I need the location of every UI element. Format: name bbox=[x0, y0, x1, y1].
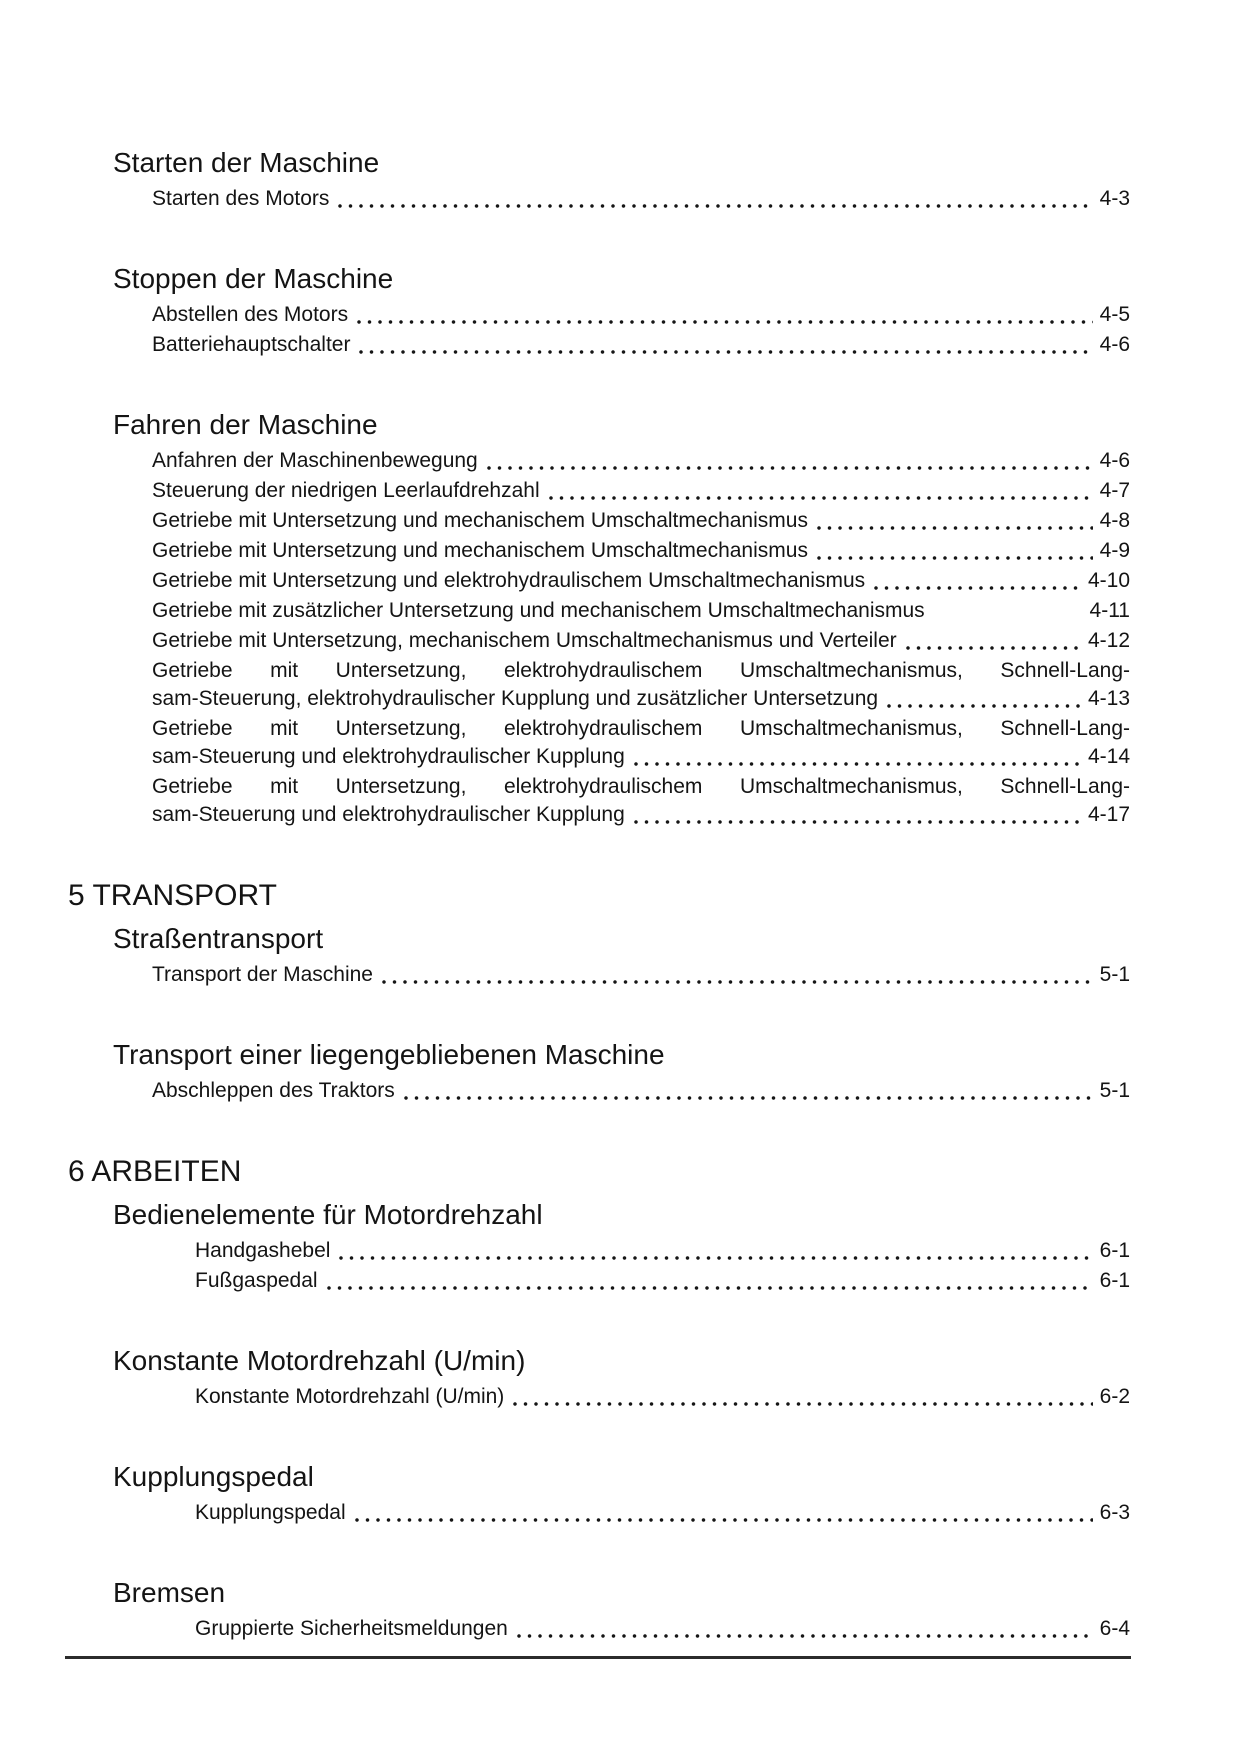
section-entries bbox=[195, 1383, 1130, 1411]
entry-text: Fußgaspedal bbox=[195, 1269, 318, 1292]
section-heading: Fahren der Maschine bbox=[113, 409, 378, 440]
dot-leader bbox=[339, 1256, 1092, 1260]
page-number: 4-14 bbox=[1087, 745, 1130, 768]
page-number: 4-13 bbox=[1087, 687, 1130, 710]
toc-entry-row bbox=[152, 743, 1130, 771]
section-block bbox=[68, 1197, 1130, 1295]
entry-text: Anfahren der Maschinenbewegung bbox=[152, 449, 478, 472]
entry-text-line1: Getriebe mit Untersetzung, elektrohydraulischem Umschaltmechanismus, Schnell-Lang- bbox=[152, 717, 1130, 740]
toc-entry-row bbox=[195, 1615, 1130, 1643]
dot-leader bbox=[404, 1096, 1093, 1100]
section-heading: Bedienelemente für Motordrehzahl bbox=[113, 1199, 543, 1230]
dot-leader bbox=[517, 1634, 1093, 1638]
toc-entry-row bbox=[152, 185, 1130, 213]
toc-entry bbox=[195, 1383, 1130, 1411]
toc-entry-row bbox=[152, 537, 1130, 565]
page-number: 4-8 bbox=[1099, 509, 1130, 532]
entry-text-line2: sam-Steuerung, elektrohydraulischer Kupplung und zusätzlicher Untersetzung bbox=[152, 687, 879, 710]
section-heading: Stoppen der Maschine bbox=[113, 263, 394, 294]
dot-leader bbox=[359, 350, 1092, 354]
section-block bbox=[68, 1575, 1130, 1643]
section-heading: Straßentransport bbox=[113, 923, 324, 954]
page-number: 6-2 bbox=[1099, 1385, 1130, 1408]
entry-text: Steuerung der niedrigen Leerlaufdrehzahl bbox=[152, 479, 540, 502]
toc-entry bbox=[152, 715, 1130, 771]
toc-entry-row bbox=[152, 627, 1130, 655]
toc-entry bbox=[195, 1615, 1130, 1643]
entry-text-line2: sam-Steuerung und elektrohydraulischer Kupplung bbox=[152, 803, 625, 826]
section-heading: Konstante Motordrehzahl (U/min) bbox=[113, 1345, 526, 1376]
toc-entry-row bbox=[152, 961, 1130, 989]
page-number: 4-5 bbox=[1099, 303, 1130, 326]
dot-leader bbox=[382, 980, 1093, 984]
entry-text: Batteriehauptschalter bbox=[152, 333, 351, 356]
toc-entry-row bbox=[195, 1499, 1130, 1527]
dot-leader bbox=[355, 1518, 1093, 1522]
toc-entry-row bbox=[152, 447, 1130, 475]
section-block bbox=[68, 1459, 1130, 1527]
dot-leader bbox=[549, 496, 1093, 500]
toc-entry-row bbox=[195, 1237, 1130, 1265]
page-number: 6-1 bbox=[1099, 1269, 1130, 1292]
toc-entry bbox=[152, 773, 1130, 829]
toc-entry bbox=[195, 1267, 1130, 1295]
toc-entry bbox=[152, 1077, 1130, 1105]
toc-entry-row bbox=[152, 597, 1130, 625]
dot-leader bbox=[874, 586, 1081, 590]
dot-leader bbox=[327, 1286, 1093, 1290]
chapter-block bbox=[68, 877, 1130, 915]
page-number: 4-10 bbox=[1087, 569, 1130, 592]
toc-entry-row bbox=[195, 1267, 1130, 1295]
section-heading: Starten der Maschine bbox=[113, 147, 380, 178]
toc-entry-row bbox=[152, 331, 1130, 359]
entry-text: Abschleppen des Traktors bbox=[152, 1079, 395, 1102]
toc-entry bbox=[152, 567, 1130, 595]
dot-leader bbox=[634, 820, 1081, 824]
chapter-block bbox=[68, 1153, 1130, 1191]
chapter-heading: 6 ARBEITEN bbox=[68, 1155, 242, 1188]
section-entries bbox=[195, 1615, 1130, 1643]
toc-entry bbox=[152, 477, 1130, 505]
section-entries bbox=[152, 301, 1130, 359]
toc-entry bbox=[152, 507, 1130, 535]
entry-text: Gruppierte Sicherheitsmeldungen bbox=[195, 1617, 508, 1640]
entry-text-line1: Getriebe mit Untersetzung, elektrohydraulischem Umschaltmechanismus, Schnell-Lang- bbox=[152, 775, 1130, 798]
toc-entry bbox=[152, 185, 1130, 213]
entry-text: Starten des Motors bbox=[152, 187, 330, 210]
page-number: 4-12 bbox=[1087, 629, 1130, 652]
section-block bbox=[68, 1343, 1130, 1411]
section-block bbox=[68, 407, 1130, 829]
page-number: 4-17 bbox=[1087, 803, 1130, 826]
toc-entry-row bbox=[195, 1383, 1130, 1411]
section-entries bbox=[152, 185, 1130, 213]
section-entries bbox=[152, 1077, 1130, 1105]
section-block bbox=[68, 145, 1130, 213]
section-entries bbox=[152, 961, 1130, 989]
entry-text: Getriebe mit Untersetzung und mechanischem Umschaltmechanismus bbox=[152, 509, 808, 532]
dot-leader bbox=[634, 762, 1081, 766]
section-block bbox=[68, 921, 1130, 989]
dot-leader bbox=[338, 204, 1092, 208]
page-number: 4-11 bbox=[1089, 599, 1130, 622]
dot-leader bbox=[817, 526, 1093, 530]
toc-entry-row bbox=[152, 477, 1130, 505]
dot-leader bbox=[357, 320, 1093, 324]
entry-text: Getriebe mit zusätzlicher Untersetzung und mechanischem Umschaltmechanismus bbox=[152, 599, 925, 622]
toc-entry bbox=[152, 657, 1130, 713]
toc-entry bbox=[152, 447, 1130, 475]
toc-entry-row bbox=[152, 301, 1130, 329]
page-number: 4-9 bbox=[1099, 539, 1130, 562]
entry-text: Konstante Motordrehzahl (U/min) bbox=[195, 1385, 505, 1408]
entry-text: Transport der Maschine bbox=[152, 963, 373, 986]
footer-rule bbox=[65, 1656, 1131, 1659]
section-block bbox=[68, 261, 1130, 359]
entry-text: Kupplungspedal bbox=[195, 1501, 346, 1524]
dot-leader bbox=[887, 704, 1081, 708]
dot-leader bbox=[487, 466, 1093, 470]
toc-entry bbox=[152, 627, 1130, 655]
section-heading: Bremsen bbox=[113, 1577, 226, 1608]
dot-leader bbox=[513, 1402, 1092, 1406]
page-number: 5-1 bbox=[1099, 1079, 1130, 1102]
section-entries bbox=[195, 1499, 1130, 1527]
dot-leader bbox=[906, 646, 1081, 650]
page-number: 5-1 bbox=[1099, 963, 1130, 986]
entry-text-line2: sam-Steuerung und elektrohydraulischer Kupplung bbox=[152, 745, 625, 768]
entry-text: Getriebe mit Untersetzung und mechanischem Umschaltmechanismus bbox=[152, 539, 808, 562]
toc-entry bbox=[152, 961, 1130, 989]
section-heading: Kupplungspedal bbox=[113, 1461, 314, 1492]
page-number: 4-6 bbox=[1099, 449, 1130, 472]
section-entries bbox=[195, 1237, 1130, 1295]
toc-content bbox=[68, 145, 1130, 1691]
toc-entry-row bbox=[152, 1077, 1130, 1105]
page-number: 6-4 bbox=[1099, 1617, 1130, 1640]
section-heading: Transport einer liegengebliebenen Maschine bbox=[113, 1039, 665, 1070]
entry-text-line1: Getriebe mit Untersetzung, elektrohydraulischem Umschaltmechanismus, Schnell-Lang- bbox=[152, 659, 1130, 682]
toc-entry bbox=[195, 1499, 1130, 1527]
toc-entry-row bbox=[152, 685, 1130, 713]
page-number: 6-1 bbox=[1099, 1239, 1130, 1262]
dot-leader bbox=[817, 556, 1093, 560]
page-number: 4-7 bbox=[1099, 479, 1130, 502]
section-entries bbox=[152, 447, 1130, 829]
toc-entry bbox=[152, 301, 1130, 329]
toc-entry bbox=[152, 331, 1130, 359]
toc-entry-row bbox=[152, 567, 1130, 595]
toc-entry bbox=[152, 597, 1130, 625]
entry-text: Getriebe mit Untersetzung und elektrohydraulischem Umschaltmechanismus bbox=[152, 569, 866, 592]
section-block bbox=[68, 1037, 1130, 1105]
toc-entry-row bbox=[152, 801, 1130, 829]
page-number: 4-6 bbox=[1099, 333, 1130, 356]
page-number: 6-3 bbox=[1099, 1501, 1130, 1524]
toc-entry bbox=[152, 537, 1130, 565]
entry-text: Abstellen des Motors bbox=[152, 303, 349, 326]
toc-entry-row bbox=[152, 507, 1130, 535]
entry-text: Getriebe mit Untersetzung, mechanischem Umschaltmechanismus und Verteiler bbox=[152, 629, 897, 652]
chapter-heading: 5 TRANSPORT bbox=[68, 879, 277, 912]
toc-entry bbox=[195, 1237, 1130, 1265]
entry-text: Handgashebel bbox=[195, 1239, 331, 1262]
page-number: 4-3 bbox=[1099, 187, 1130, 210]
